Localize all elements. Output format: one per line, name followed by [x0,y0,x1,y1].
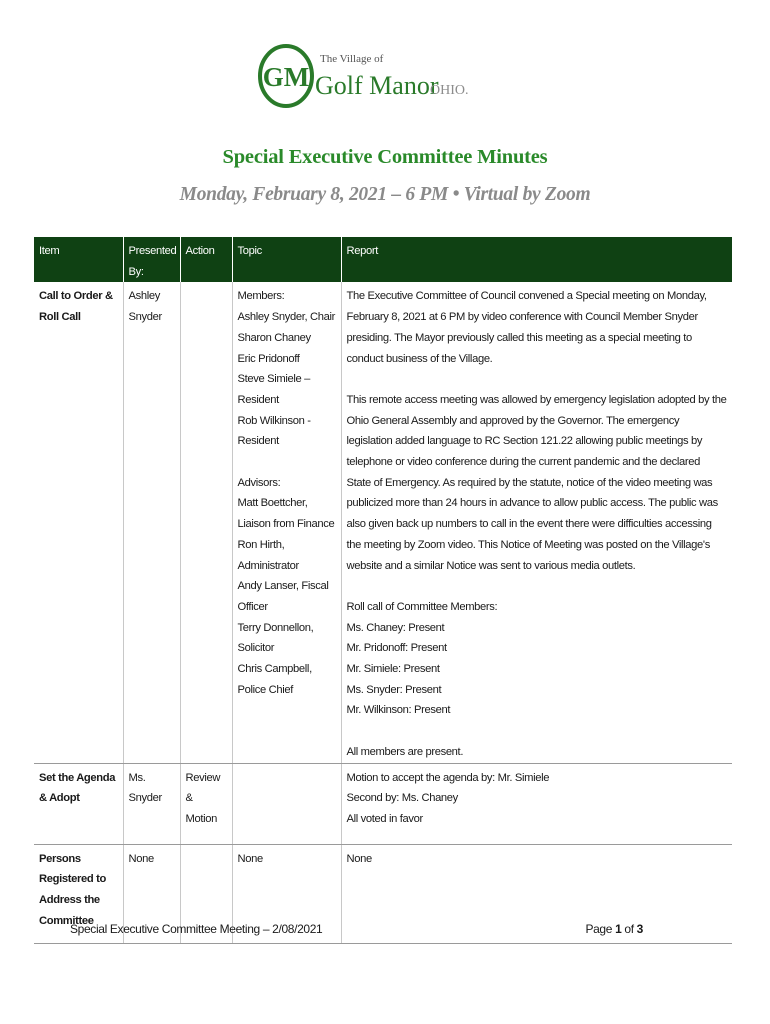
column-header-report: Report [341,237,732,282]
row-topic [232,282,341,763]
row-presented-by: None [123,844,180,943]
roll-call-heading: Roll call of Committee Members: [346,600,498,613]
table-header-row [34,237,732,282]
member-entry: Sharon Chaney [237,331,311,344]
report-line: All voted in favor [346,812,423,825]
column-header-presented-by: Presented By: [123,237,180,282]
roll-call-entry: Mr. Simiele: Present [346,663,440,676]
row-action [180,282,232,763]
member-entry: Steve Simiele – Resident [237,373,310,406]
page-subtitle: Monday, February 8, 2021 – 6 PM • Virtual by Zoom [179,184,591,205]
table-row [34,282,732,763]
roll-call-entry: Ms. Chaney: Present [346,621,445,634]
minutes-table [34,237,732,944]
advisor-entry: Chris Campbell, Police Chief [237,663,312,696]
table-row [34,763,732,844]
report-conclusion: All members are present. [346,745,464,758]
member-entry: Eric Pridonoff [237,352,300,365]
report-line: Second by: Ms. Chaney [346,792,458,805]
of-word: of [624,922,634,936]
report-line: Motion to accept the agenda by: Mr. Simiele [346,771,550,784]
member-entry: Rob Wilkinson - Resident [237,414,311,448]
logo-state: OHIO. [430,83,469,98]
logo-monogram: GM [262,62,310,92]
member-entry: Ashley Snyder, Chair [237,311,335,324]
roll-call-entry: Mr. Wilkinson: Present [346,704,451,717]
row-topic [232,763,341,844]
footer-meeting-label: Special Executive Committee Meeting – 2/08/2021 [70,922,323,936]
row-item: Call to Order & Roll Call [34,282,123,763]
row-presented-by: Ms. Snyder [123,763,180,844]
footer-page-number [585,922,643,936]
page-title: Special Executive Committee Minutes [222,146,548,168]
row-topic: None [232,844,341,943]
page-current: 1 [615,922,622,936]
members-heading: Members: [237,290,285,303]
advisor-entry: Andy Lanser, Fiscal Officer [237,580,329,613]
advisor-entry: Ron Hirth, Administrator [237,538,299,572]
logo-village-of: The Village of [320,53,384,65]
report-paragraph: This remote access meeting was allowed by emergency legislation adopted by the Ohio General Assembly and approved by the Governor. The emergency legislation added language to RC Section 121.22 allowing public meetings by telephone or video conference during the current pandemic and the declared State of Emergency. As required by the statute, notice of the video meeting was publicized more than 24 hours in advance to allow public access. The public was also given back up numbers to call in the event there were difficulties accessing the meeting by Zoom video. This Notice of Meeting was posted on the Village's website and a similar Notice was sent to various media outlets. [346,393,727,572]
row-item: Set the Agenda & Adopt [34,763,123,844]
report-paragraph: The Executive Committee of Council convened a Special meeting on Monday, February 8, 2021 at 6 PM by video conference with Council Member Snyder presiding. The Mayor previously called this meeting as a special meeting to conduct business of the Village. [346,290,707,365]
roll-call-entry: Ms. Snyder: Present [346,683,442,696]
roll-call-entry: Mr. Pridonoff: Present [346,642,447,655]
row-report [341,282,732,763]
column-header-item: Item [34,237,123,282]
advisor-entry: Matt Boettcher, Liaison from Finance [237,497,335,531]
row-report [341,763,732,844]
column-header-action: Action [180,237,232,282]
advisor-entry: Terry Donnellon, Solicitor [237,621,314,655]
row-presented-by: Ashley Snyder [123,282,180,763]
logo-name: Golf Manor [315,71,439,100]
golf-manor-logo [256,34,476,130]
page-word: Page [585,922,613,936]
row-report: None [341,844,732,943]
row-action: Review & Motion [180,763,232,844]
advisors-heading: Advisors: [237,476,281,489]
column-header-topic: Topic [232,237,341,282]
page-total: 3 [636,922,643,936]
row-item: Persons Registered to Address the Committee [34,844,123,943]
